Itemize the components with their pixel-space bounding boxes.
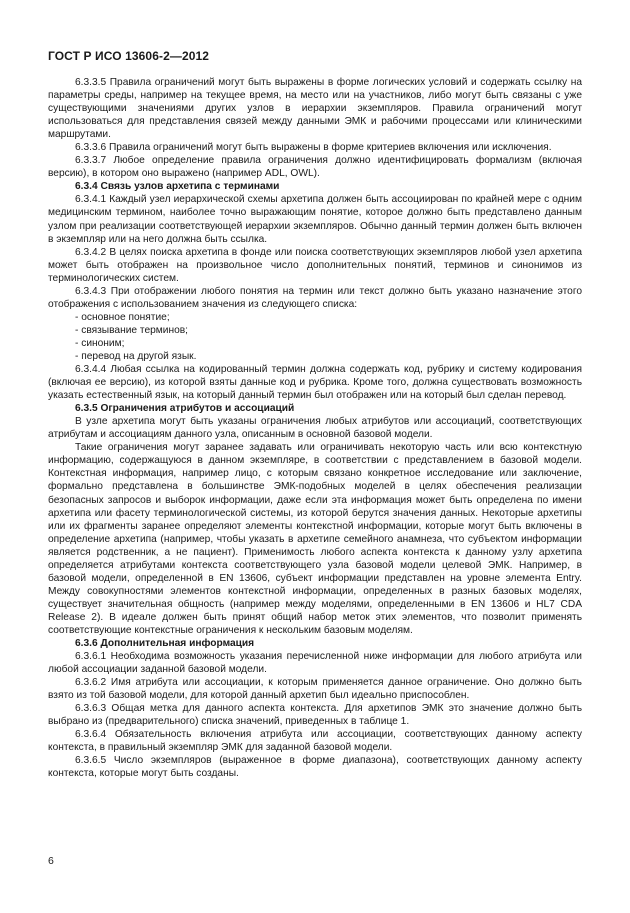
paragraph: 6.3.4.3 При отображении любого понятия на термин или текст должно быть указано назначение этого отображения с использованием значения из следующего списка:	[48, 285, 582, 310]
document-body	[48, 76, 582, 781]
paragraph: 6.3.6.2 Имя атрибута или ассоциации, к которым применяется данное ограничение. Оно должно быть взято из той базовой модели, для которой данный архетип был идеально приспособлен.	[48, 677, 582, 702]
section-heading: 6.3.5 Ограничения атрибутов и ассоциаций	[75, 403, 295, 415]
paragraph: 6.3.3.5 Правила ограничений могут быть выражены в форме логических условий и содержать ссылку на параметры среды, например на текущее время, на место или на участников, либо могут быть связаны с уже существующими значениями других узлов в иерархии экземпляров. Правила ограничений могут использоваться для представления связей между данными ЭМК и рабочими процессами или клиническими маршрутами.	[48, 77, 582, 141]
standard-header: ГОСТ Р ИСО 13606-2—2012	[48, 49, 210, 63]
paragraph: 6.3.4.1 Каждый узел иерархической схемы архетипа должен быть ассоциирован по крайней мере с одним медицинским термином, наиболее точно выражающим понятие, которое должно быть представлено данным узлом при реализации соответствующей иерархии экземпляров. Обычно данный термин должен быть включен в экземпляр или на него должна быть ссылка.	[48, 194, 582, 245]
paragraph: В узле архетипа могут быть указаны ограничения любых атрибутов или ассоциаций, соответствующих атрибутам и ассоциациям данного узла, описанным в основной базовой модели.	[48, 416, 582, 441]
list-item: - синоним;	[75, 337, 125, 349]
list-item: - перевод на другой язык.	[75, 350, 197, 362]
paragraph: 6.3.6.4 Обязательность включения атрибута или ассоциации, соответствующих данному аспекту контекста, в правильный экземпляр ЭМК для заданной базовой модели.	[48, 729, 582, 754]
paragraph: Такие ограничения могут заранее задавать или ограничивать некоторую часть или всю контекстную информацию, содержащуюся в данном экземпляре, в соответствии с представлением в базовой модели. Контекстная информация, например лицо, с которым связано конкретное исследование или заключение, формально представлена в большинстве ЭМК-подобных моделей в целях обеспечения реализации безопасных запросов и выборок информации, даже если эта информация может быть определена по имени архетипа или фасету терминологической системы, из которой берутся значения данных. Некоторые архетипы или их фрагменты заранее определяют элементы контекстной информации, которые могут быть включены в определение архетипа (например, чтобы указать в архетипе семейного анамнеза, что субъектом информации является родственник, а не пациент). Применимость любого аспекта контекста к данному узлу архетипа определяется атрибутами контекста соответствующего узла базовой модели целевой ЭМК. Например, в базовой модели, определенной в EN 13606, субъект информации представлен на уровне элемента Entry. Между совокупностями элементов контекстной информации, определенных в разных базовых моделях, существует значительная общность (например между моделями, определенными в EN 13606 и HL7 CDA Release 2). В идеале должен быть принят общий набор меток этих элементов, что позволит применять соответствующие контекстные ограничения к нескольким базовым моделям.	[48, 442, 582, 636]
paragraph: 6.3.6.3 Общая метка для данного аспекта контекста. Для архетипов ЭМК это значение должно быть выбрано из (предварительного) списка значений, приведенных в таблице 1.	[48, 703, 582, 728]
paragraph: 6.3.6.1 Необходима возможность указания перечисленной ниже информации для любого атрибута или любой ассоциации заданной базовой модели.	[48, 651, 582, 676]
page-number: 6	[48, 855, 54, 867]
paragraph: 6.3.3.6 Правила ограничений могут быть выражены в форме критериев включения или исключения.	[75, 142, 552, 154]
paragraph: 6.3.6.5 Число экземпляров (выраженное в форме диапазона), соответствующих данному аспекту контекста, которые могут быть созданы.	[48, 755, 582, 780]
list-item: - основное понятие;	[75, 311, 170, 323]
section-heading: 6.3.4 Связь узлов архетипа с терминами	[75, 181, 280, 193]
section-heading: 6.3.6 Дополнительная информация	[75, 638, 255, 650]
paragraph: 6.3.3.7 Любое определение правила ограничения должно идентифицировать формализм (включая версию), в котором оно выражено (например ADL, OWL).	[48, 155, 582, 180]
paragraph: 6.3.4.4 Любая ссылка на кодированный термин должна содержать код, рубрику и систему кодирования (включая ее версию), из которой взяты данные код и рубрика. Кроме того, должна существовать возможность указать естественный язык, на который данный термин был отображен или на который был сделан перевод.	[48, 364, 582, 402]
paragraph: 6.3.4.2 В целях поиска архетипа в фонде или поиска соответствующих экземпляров любой узел архетипа может быть отображен на произвольное число дополнительных понятий, терминов и синонимов из терминологических систем.	[48, 246, 582, 284]
list-item: - связывание терминов;	[75, 324, 189, 336]
